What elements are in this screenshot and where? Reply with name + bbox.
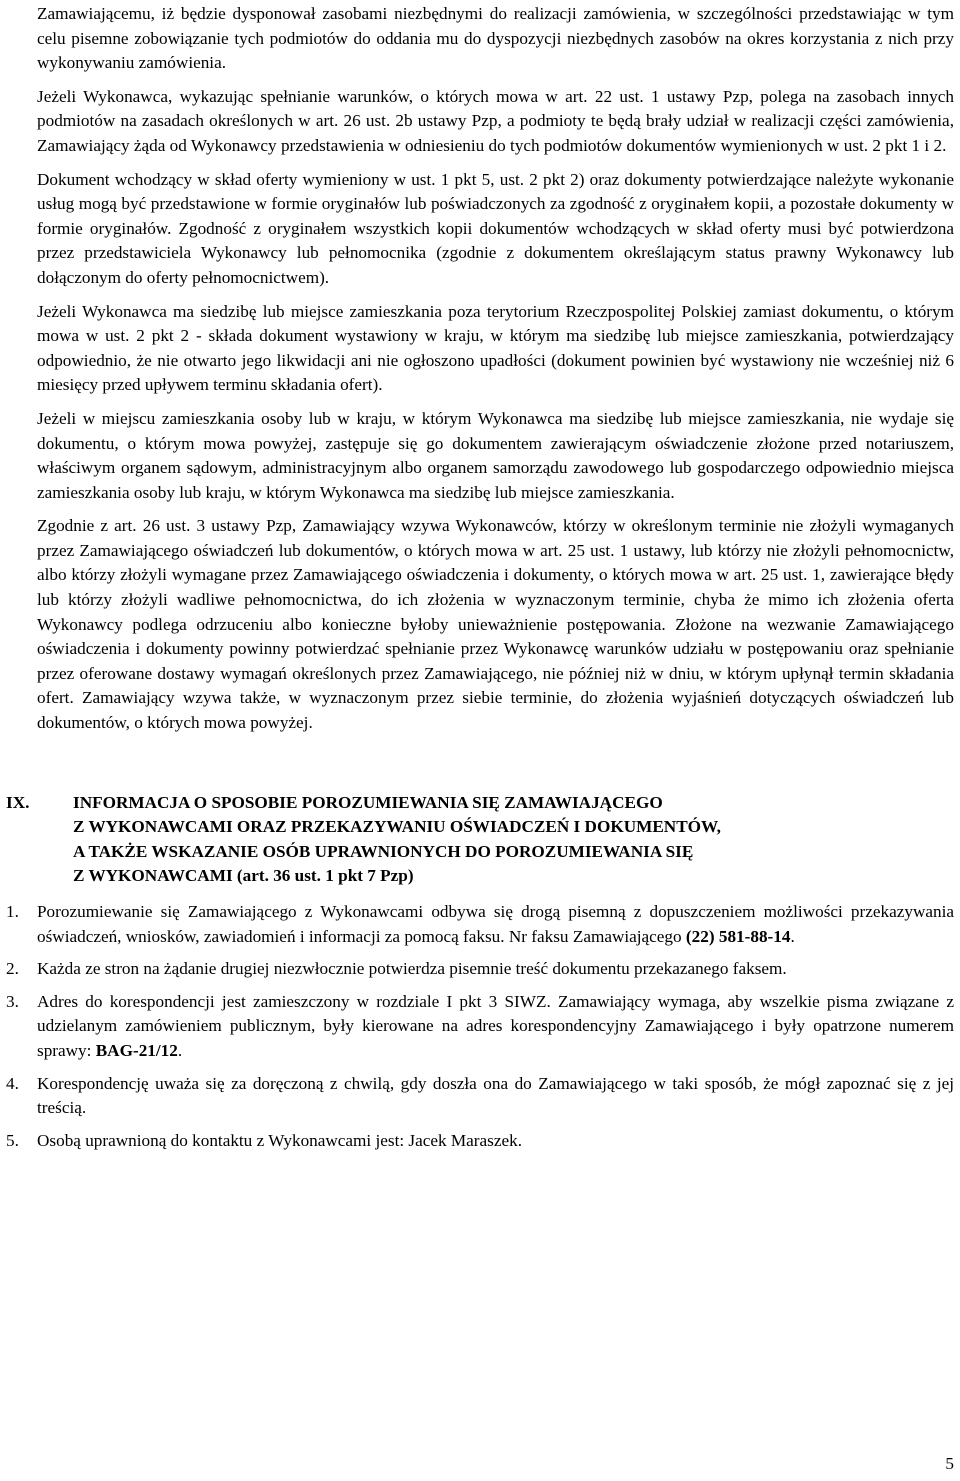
fax-number: (22) 581-88-14 [685, 926, 791, 946]
list-item [6, 990, 954, 1064]
list-item-number: 4. [6, 1073, 19, 1093]
list-item-number: 2. [6, 959, 19, 979]
list-item-number: 3. [6, 991, 19, 1011]
paragraph-resources-commitment: Zamawiającemu, iż będzie dysponował zasobami niezbędnymi do realizacji zamówienia, w szczególności przedstawiając w tym celu pisemne zobowiązanie tych podmiotów do oddania mu do dyspozycji niezbędnych zasobów na okres korzystania z nich przy wykonywaniu zamówienia. [37, 4, 954, 73]
list-item-text: Osobą uprawnioną do kontaktu z Wykonawcami jest: Jacek Maraszek. [37, 1130, 523, 1150]
list-item-text: Adres do korespondencji jest zamieszczony w rozdziale I pkt 3 SIWZ. Zamawiający wymaga, aby wszelkie pisma związane z udzielanym zamówieniem publicznym, były kierowane na adres korespondencyjny Zamawiającego i były opatrzone numerem sprawy: BAG-21/12. [37, 991, 954, 1060]
section-title-line: INFORMACJA O SPOSOBIE POROZUMIEWANIA SIĘ ZAMAWIAJĄCEGO [73, 792, 663, 812]
paragraph-notary-statement: Jeżeli w miejscu zamieszkania osoby lub w kraju, w którym Wykonawca ma siedzibę lub miejsce zamieszkania, nie wydaje się dokumentu, o którym mowa powyżej, zastępuje się go dokumentem zawierającym oświadczenie złożone przed notariuszem, właściwym organem sądowym, administracyjnym albo organem samorządu zawodowego lub gospodarczego odpowiednio miejsca zamieszkania osoby lub kraju, w którym Wykonawca ma siedzibę lub miejsce zamieszkania. [37, 408, 954, 502]
list-item-number: 1. [6, 902, 19, 921]
section-title-line: A TAKŻE WSKAZANIE OSÓB UPRAWNIONYCH DO POROZUMIEWANIA SIĘ [73, 841, 694, 861]
list-item-text: Porozumiewanie się Zamawiającego z Wykonawcami odbywa się drogą pisemną z dopuszczeniem możliwości przekazywania oświadczeń, wniosków, zawiadomień i informacji za pomocą faksu. Nr faksu Zamawiającego (22) 581-88-14. [37, 902, 954, 946]
case-number: BAG-21/12 [95, 1040, 178, 1060]
list-item [6, 1129, 954, 1154]
list-item-text: Korespondencję uważa się za doręczoną z chwilą, gdy doszła ona do Zamawiającego w taki sposób, że mógł zapoznać się z jej treścią. [37, 1073, 954, 1118]
section-title-line: Z WYKONAWCAMI ORAZ PRZEKAZYWANIU OŚWIADCZEŃ I DOKUMENTÓW, [73, 817, 721, 837]
list-item [6, 900, 954, 949]
list-item [6, 957, 954, 982]
page-number: 5 [945, 1454, 954, 1473]
numbered-list [6, 900, 954, 1153]
section-heading [6, 791, 954, 889]
list-item-text: Każda ze stron na żądanie drugiej niezwłocznie potwierdza pisemnie treść dokumentu przekazanego faksem. [37, 959, 787, 979]
paragraph-document-originals: Dokument wchodzący w skład oferty wymieniony w ust. 1 pkt 5, ust. 2 pkt 2) oraz dokumenty potwierdzające należyte wykonanie usług mogą być przedstawione w formie oryginałów lub poświadczonych za zgodność z oryginałem kopii, a pozostałe dokumenty w formie oryginałów. Zgodność z oryginałem wszystkich kopii dokumentów wchodzących w skład oferty musi być potwierdzona przez przedstawiciela Wykonawcy lub pełnomocnika (zgodnie z dokumentem określającym status prawny Wykonawcy lub dołączonym do oferty pełnomocnictwem). [37, 169, 954, 287]
section-number: IX. [6, 792, 30, 812]
section-title [73, 791, 954, 889]
paragraph-other-entities: Jeżeli Wykonawca, wykazując spełnianie warunków, o których mowa w art. 22 ust. 1 ustawy Pzp, polega na zasobach innych podmiotów na zasadach określonych w art. 26 ust. 2b ustawy Pzp, a podmioty te będą brały udział w realizacji części zamówienia, Zamawiający żąda od Wykonawcy przedstawienia w odniesieniu do tych podmiotów dokumentów wymienionych w ust. 2 pkt 1 i 2. [37, 86, 954, 155]
paragraph-art-26-summons: Zgodnie z art. 26 ust. 3 ustawy Pzp, Zamawiający wzywa Wykonawców, którzy w określonym terminie nie złożyli wymaganych przez Zamawiającego oświadczeń lub dokumentów, o których mowa w art. 25 ust. 1 ustawy, lub którzy nie złożyli pełnomocnictw, albo którzy złożyli wymagane przez Zamawiającego oświadczenia i dokumenty, o których mowa w art. 25 ust. 1, zawierające błędy lub którzy złożyli wadliwe pełnomocnictwa, do ich złożenia w wyznaczonym terminie, chyba że mimo ich złożenia oferta Wykonawcy podlega odrzuceniu albo konieczne byłoby unieważnienie postępowania. Złożone na wezwanie Zamawiającego oświadczenia i dokumenty powinny potwierdzać spełnianie przez Wykonawcę warunków udziału w postępowaniu oraz spełnianie przez oferowane dostawy wymagań określonych przez Zamawiającego, nie później niż w dniu, w którym upłynął termin składania ofert. Zamawiający wzywa także, w wyznaczonym przez siebie terminie, do złożenia wyjaśnień dotyczących oświadczeń lub dokumentów, o których mowa powyżej. [37, 516, 954, 733]
section-title-line: Z WYKONAWCAMI (art. 36 ust. 1 pkt 7 Pzp) [73, 866, 414, 886]
document-page [6, 2, 954, 1153]
list-item [6, 1072, 954, 1121]
paragraph-foreign-contractor: Jeżeli Wykonawca ma siedzibę lub miejsce zamieszkania poza terytorium Rzeczpospolitej Polskiej zamiast dokumentu, o którym mowa w ust. 2 pkt 2 - składa dokument wystawiony w kraju, w którym ma siedzibę lub miejsce zamieszkania, potwierdzający odpowiednio, że nie otwarto jego likwidacji ani nie ogłoszono upadłości (dokument powinien być wystawiony nie wcześniej niż 6 miesięcy przed upływem terminu składania ofert). [37, 301, 954, 395]
list-item-number: 5. [6, 1130, 19, 1150]
